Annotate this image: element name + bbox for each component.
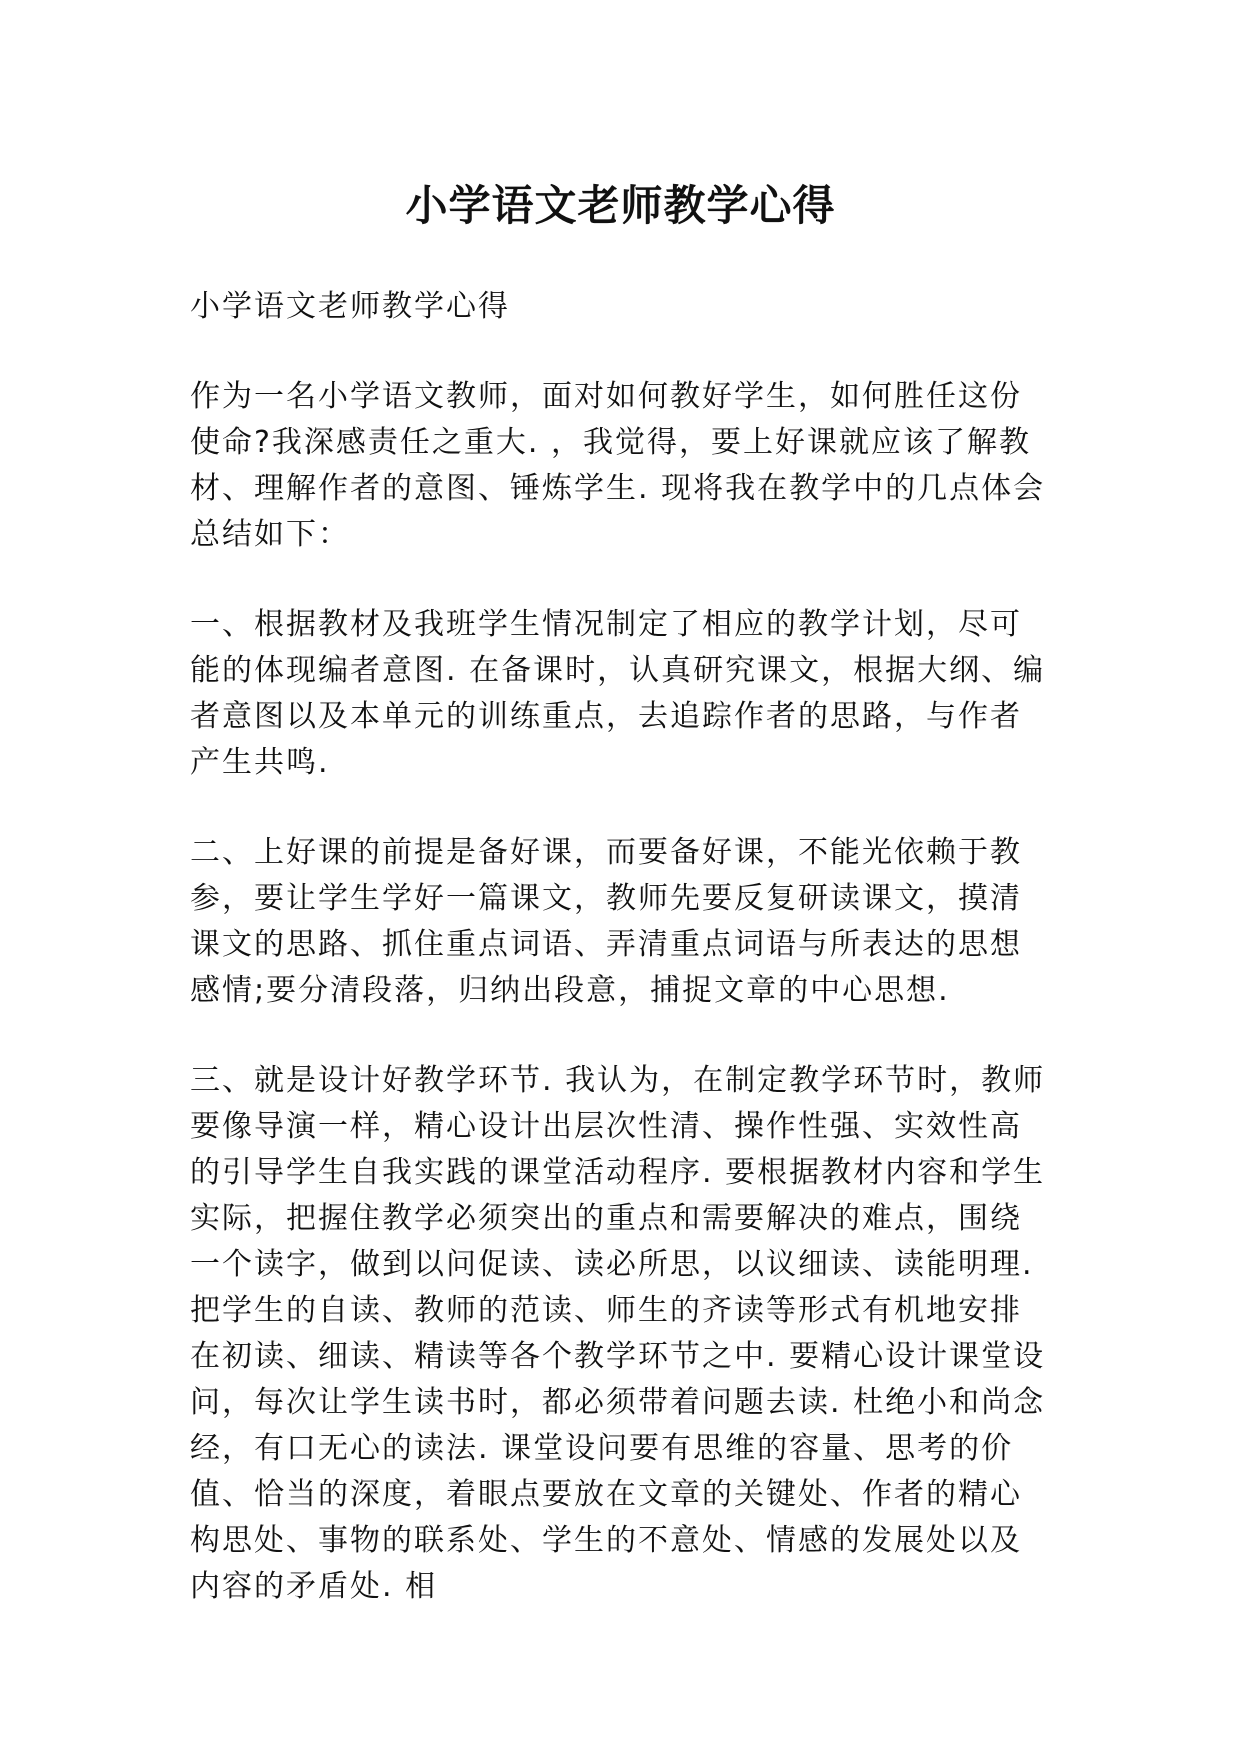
paragraph-point-1: 一、根据教材及我班学生情况制定了相应的教学计划，尽可能的体现编者意图. 在备课时，认真研究课文，根据大纲、编者意图以及本单元的训练重点，去追踪作者的思路，与作者产生共鸣. (190, 607, 1046, 780)
document-body (190, 284, 1050, 1654)
paragraph-intro: 作为一名小学语文教师，面对如何教好学生，如何胜任这份使命?我深感责任之重大. ，我觉得，要上好课就应该了解教材、理解作者的意图、锤炼学生. 现将我在教学中的几点体会总结如下： (190, 379, 1046, 552)
paragraph-subtitle: 小学语文老师教学心得 (190, 289, 510, 324)
paragraph-point-3: 三、就是设计好教学环节. 我认为，在制定教学环节时，教师要像导演一样，精心设计出层次性清、操作性强、实效性高的引导学生自我实践的课堂活动程序. 要根据教材内容和学生实际，把握住教学必须突出的重点和需要解决的难点，围绕一个读字，做到以问促读、读必所思，以议细读、读能明理. 把学生的自读、教师的范读、师生的齐读等形式有机地安排在初读、细读、精读等各个教学环节之中. 要精心设计课堂设问，每次让学生读书时，都必须带着问题去读. 杜绝小和尚念经，有口无心的读法. 课堂设问要有思维的容量、思考的价值、恰当的深度，着眼点要放在文章的关键处、作者的精心构思处、事物的联系处、学生的不意处、情感的发展处以及内容的矛盾处. 相 (190, 1063, 1046, 1604)
paragraph-point-2: 二、上好课的前提是备好课，而要备好课，不能光依赖于教参，要让学生学好一篇课文，教师先要反复研读课文，摸清课文的思路、抓住重点词语、弄清重点词语与所表达的思想感情;要分清段落，归纳出段意，捕捉文章的中心思想. (190, 835, 1022, 1008)
document-title: 小学语文老师教学心得 (405, 181, 836, 230)
